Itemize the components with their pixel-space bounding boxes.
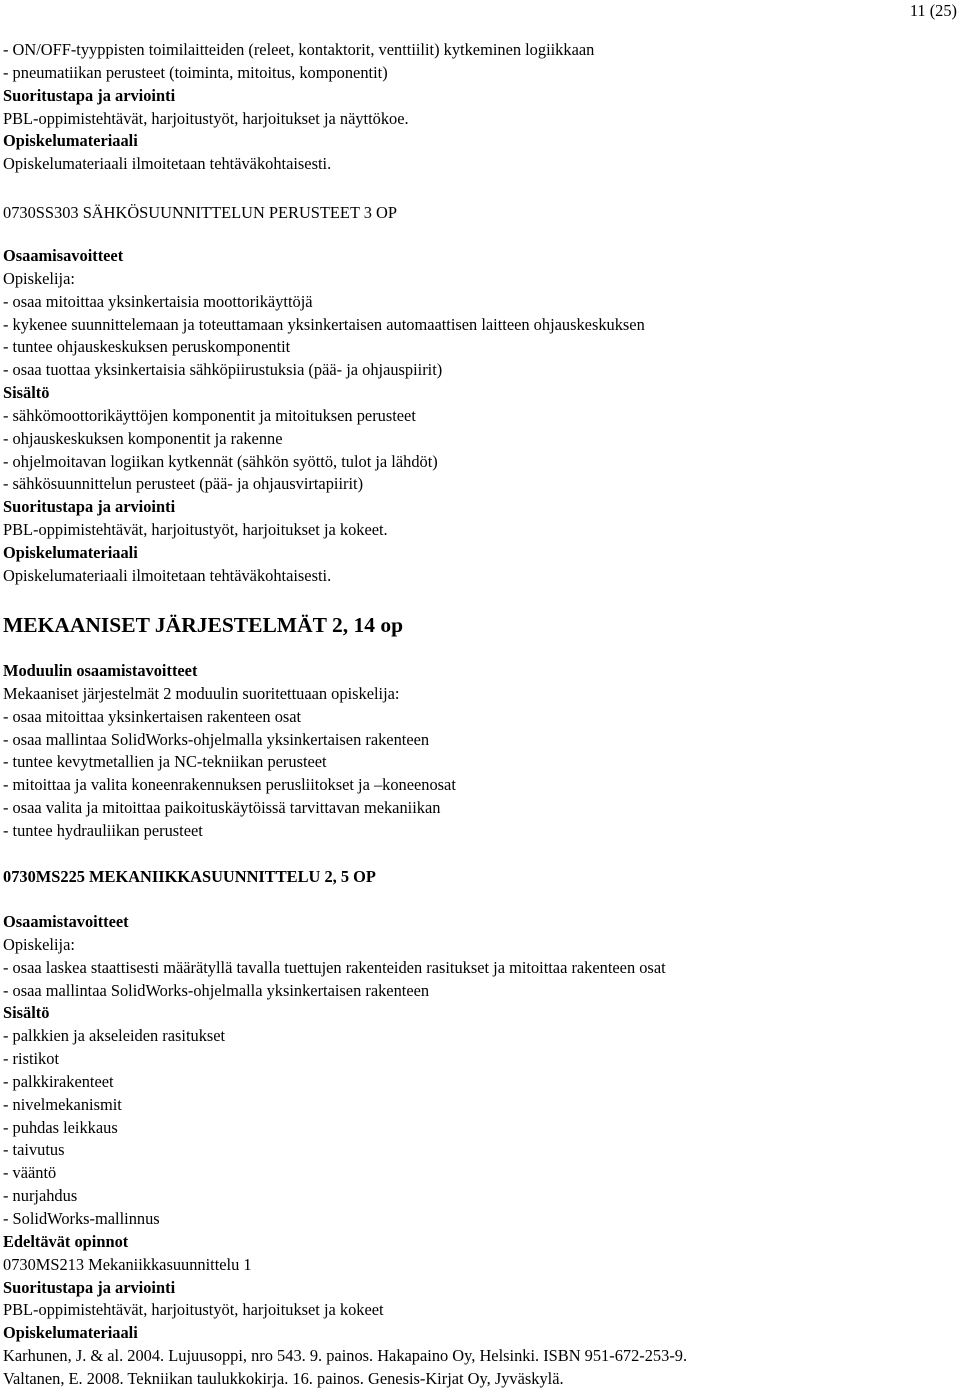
section-heading: Suoritustapa ja arviointi <box>3 1277 176 1297</box>
section-heading: Opiskelumateriaali <box>3 542 138 562</box>
section-heading: Suoritustapa ja arviointi <box>3 85 176 105</box>
paragraph: Opiskelumateriaali ilmoitetaan tehtäväkohtaisesti. <box>3 154 332 174</box>
paragraph: Opiskelija: <box>3 934 75 954</box>
content-item: - taivutus <box>3 1140 65 1160</box>
content-item: - ristikot <box>3 1049 59 1069</box>
section-heading: Osaamisavoitteet <box>3 246 124 265</box>
previous-course-tail <box>3 39 960 176</box>
content-item: - ohjauskeskuksen komponentit ja rakenne <box>3 428 283 448</box>
module-body <box>3 660 960 843</box>
reference: Karhunen, J. & al. 2004. Lujuusoppi, nro 543. 9. painos. Hakapaino Oy, Helsinki. ISBN 951-672-253-9. <box>3 1346 688 1366</box>
course-body-sahkosuunnittelu <box>3 245 960 588</box>
course-title: 0730MS225 MEKANIIKKASUUNNITTELU 2, 5 OP <box>3 867 376 886</box>
content-item: - SolidWorks-mallinnus <box>3 1208 160 1228</box>
content-item: - osaa tuottaa yksinkertaisia sähköpiirustuksia (pää- ja ohjauspiirit) <box>3 360 443 380</box>
content-item: - pneumatiikan perusteet (toiminta, mitoitus, komponentit) <box>3 62 388 82</box>
content-item: - palkkien ja akseleiden rasitukset <box>3 1026 226 1046</box>
content-item: - nurjahdus <box>3 1186 78 1206</box>
paragraph: Mekaaniset järjestelmät 2 moduulin suoritettuaan opiskelija: <box>3 683 400 703</box>
course-title: 0730SS303 SÄHKÖSUUNNITTELUN PERUSTEET 3 OP <box>3 203 398 222</box>
page-number: 11 (25) <box>909 1 957 20</box>
content-item: - osaa mallintaa SolidWorks-ohjelmalla yksinkertaisen rakenteen <box>3 980 430 1000</box>
course-section-mekaniikkasuunnittelu <box>3 865 960 889</box>
content-item: - kykenee suunnittelemaan ja toteuttamaan yksinkertaisen automaattisen laitteen ohjauskeskuksen <box>3 314 645 334</box>
section-heading: Sisältö <box>3 1003 50 1023</box>
paragraph: Opiskelumateriaali ilmoitetaan tehtäväkohtaisesti. <box>3 565 332 585</box>
course-section-sahkosuunnittelu <box>3 201 960 225</box>
content-item: - mitoittaa ja valita koneenrakennuksen perusliitokset ja –koneenosat <box>3 775 456 795</box>
content-item: - puhdas leikkaus <box>3 1117 118 1137</box>
content-item: - osaa mitoittaa yksinkertaisia moottorikäyttöjä <box>3 291 313 311</box>
content-item: - tuntee hydrauliikan perusteet <box>3 820 203 840</box>
section-heading: Osaamistavoitteet <box>3 912 129 931</box>
module-section <box>3 611 960 639</box>
section-heading: Suoritustapa ja arviointi <box>3 497 176 517</box>
content-item: - nivelmekanismit <box>3 1094 122 1114</box>
content-item: - tuntee ohjauskeskuksen peruskomponentit <box>3 337 291 357</box>
paragraph: PBL-oppimistehtävät, harjoitustyöt, harjoitukset ja kokeet <box>3 1300 384 1320</box>
paragraph: Opiskelija: <box>3 268 75 288</box>
content-item: - sähkösuunnittelun perusteet (pää- ja ohjausvirtapiirit) <box>3 474 364 494</box>
content-item: - osaa mallintaa SolidWorks-ohjelmalla yksinkertaisen rakenteen <box>3 729 430 749</box>
paragraph: 0730MS213 Mekaniikkasuunnittelu 1 <box>3 1254 252 1274</box>
section-heading: Opiskelumateriaali <box>3 1323 138 1343</box>
content-item: - vääntö <box>3 1163 57 1183</box>
content-item: - ohjelmoitavan logiikan kytkennät (sähkön syöttö, tulot ja lähdöt) <box>3 451 438 471</box>
section-heading: Opiskelumateriaali <box>3 131 138 151</box>
content-item: - sähkömoottorikäyttöjen komponentit ja mitoituksen perusteet <box>3 405 416 425</box>
paragraph: PBL-oppimistehtävät, harjoitustyöt, harjoitukset ja näyttökoe. <box>3 108 409 128</box>
content-item: - osaa laskea staattisesti määrätyllä tavalla tuettujen rakenteiden rasitukset ja mitoittaa rakenteen osat <box>3 957 666 977</box>
course-body-mekaniikkasuunnittelu <box>3 911 960 1391</box>
content-item: - ON/OFF-tyyppisten toimilaitteiden (releet, kontaktorit, venttiilit) kytkeminen logiikkaan <box>3 40 595 59</box>
paragraph: PBL-oppimistehtävät, harjoitustyöt, harjoitukset ja kokeet. <box>3 520 388 540</box>
section-heading: Moduulin osaamistavoitteet <box>3 661 198 680</box>
section-heading: Edeltävät opinnot <box>3 1231 129 1251</box>
section-heading: Sisältö <box>3 383 50 403</box>
content-item: - osaa mitoittaa yksinkertaisen rakenteen osat <box>3 706 302 726</box>
content-item: - tuntee kevytmetallien ja NC-tekniikan perusteet <box>3 752 327 772</box>
module-title: MEKAANISET JÄRJESTELMÄT 2, 14 op <box>3 613 404 637</box>
reference: Valtanen, E. 2008. Tekniikan taulukkokirja. 16. painos. Genesis-Kirjat Oy, Jyväskylä. <box>3 1368 564 1388</box>
content-item: - palkkirakenteet <box>3 1071 114 1091</box>
content-item: - osaa valita ja mitoittaa paikoituskäytöissä tarvittavan mekaniikan <box>3 798 441 818</box>
